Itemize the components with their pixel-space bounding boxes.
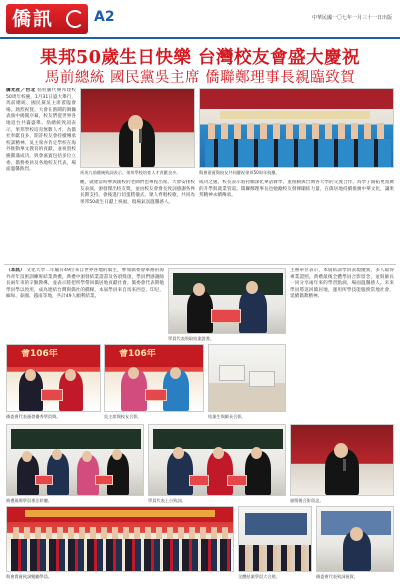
caption-photo4: 僑委會代表頒發優秀學員獎。 (6, 414, 61, 419)
photo-speaker-podium (80, 88, 195, 168)
photo-official-speech (316, 506, 394, 572)
article1-column2: 觀，就連當時參與創校的老師們也專程出席。大會安排校友表演、頒發傑出校友獎，並由校友會會長致詞感謝各界長期支持。會後進行切蛋糕儀式，眾人齊唱校歌，共同為果邦50歲生日獻上祝福，現場氣氛溫馨感人。 (80, 180, 195, 205)
banner-text-1: 會106年 (21, 349, 58, 359)
caption-photo1: 馬英九前總統致詞表示，果邦學校培育人才貢獻良多。 (80, 170, 181, 175)
section-divider (4, 264, 396, 265)
article3-body: 主辦單位表示，本屆結訓學員表現優異，多人取得專業證照。典禮最後全體學員合影留念，並與師長一同分享兩年來的學習點滴，場面溫馨感人。未來學員將返回僑居地，運用所學技能服務當地社會，延續僑教精神。 (290, 268, 394, 300)
photo-award-left (6, 344, 101, 412)
sub-headline: 馬前總統 國民黨吳主席 僑聯鄭理事長親臨致賀 (44, 70, 356, 86)
logo-swirl-icon (66, 10, 84, 28)
caption-photo2: 與會嘉賓與校友共同慶祝果邦50周年校慶。 (199, 170, 280, 175)
newspaper-logo: 僑訊 (6, 4, 88, 34)
banner-text-2: 會106年 (119, 349, 156, 359)
photo-group-bottom (6, 506, 234, 572)
caption-photo11: 全體結業學員大合照。 (238, 574, 280, 579)
article1-column3: 成功之處，校長表示將持續深化華語教學，並推動與台灣各大學的交流合作，為學子開拓更寬廣的升學與就業管道。僑聯鄭理事長也勉勵校友發揮團結力量，在僑居地持續推廣中華文化，讓果邦精神永續傳承。 (199, 180, 394, 199)
caption-photo3: 學員代表領取結業證書。 (168, 336, 215, 341)
photo-award-middle (104, 344, 204, 412)
caption-photo8: 學員代表上台致詞。 (148, 498, 186, 503)
article2-lead: （本訊） (6, 268, 25, 273)
issue-date: 中華民國一〇七年一月三十一日出版 (311, 15, 392, 21)
caption-photo5: 吳主席與校友合影。 (104, 414, 142, 419)
caption-photo6: 結業生與師長合影。 (208, 414, 246, 419)
article1-body1: 翁柱騰代樂邦建校50周年校慶，1月31日盛大舉行，馬前總統、國民黨吳主席蒞臨會場，熱烈祝賀。大會在熱鬧的舞獅表演中揭開序幕，校友們從世界各地返台共襄盛舉。翁總統致詞表示，果邦學校培育無數人才，為僑社奉獻良多，期許校友會持續傳承校訓精神。吳主席亦肯定學校在海外推動華文教育的貢獻，並祝賀校慶圓滿成功。與會嘉賓包括多位立委、僑務委員及各地校友代表，場面溫馨熱烈。 (6, 88, 76, 173)
page-number: A2 (94, 9, 115, 25)
article1-lead: 僑光社／台北 (6, 88, 36, 93)
article1-column1 (6, 88, 76, 262)
caption-photo7: 典禮現場學員專注聆聽。 (6, 498, 53, 503)
photo-meeting-room (238, 506, 312, 572)
caption-photo9: 頒獎後合影留念。 (290, 498, 324, 503)
caption-photo10: 與會貴賓致詞勉勵學員。 (6, 574, 53, 579)
photo-speaker-right (290, 424, 394, 496)
main-headline: 果邦50歲生日快樂 台灣校友會盛大慶祝 (40, 48, 360, 68)
photo-students-left (6, 424, 144, 496)
article2-body (6, 268, 164, 338)
masthead (0, 0, 400, 38)
photo-group-stage (199, 88, 394, 168)
caption-photo12: 僑委會代表致詞祝賀。 (316, 574, 358, 579)
photo-students-middle (148, 424, 286, 496)
photo-certificate-pair (168, 268, 286, 334)
photo-table-documents (208, 344, 286, 412)
article2-text: 文化大學二年級有49位來自世界各地的僑生，參加僑委會舉辦的海外青年技術訓練班結業典禮。典禮中頒發結業證書及各項獎項，學員們感謝師長兩年來的辛勤教導，並表示將把所學帶回僑居地貢獻社會。僑委會代表期勉學員學以致用，成為連結台灣與僑社的橋樑。本屆學員來自馬來西亞、印尼、緬甸、泰國、越南等地，共計49人順利結業。 (6, 268, 164, 300)
masthead-divider (0, 37, 400, 39)
